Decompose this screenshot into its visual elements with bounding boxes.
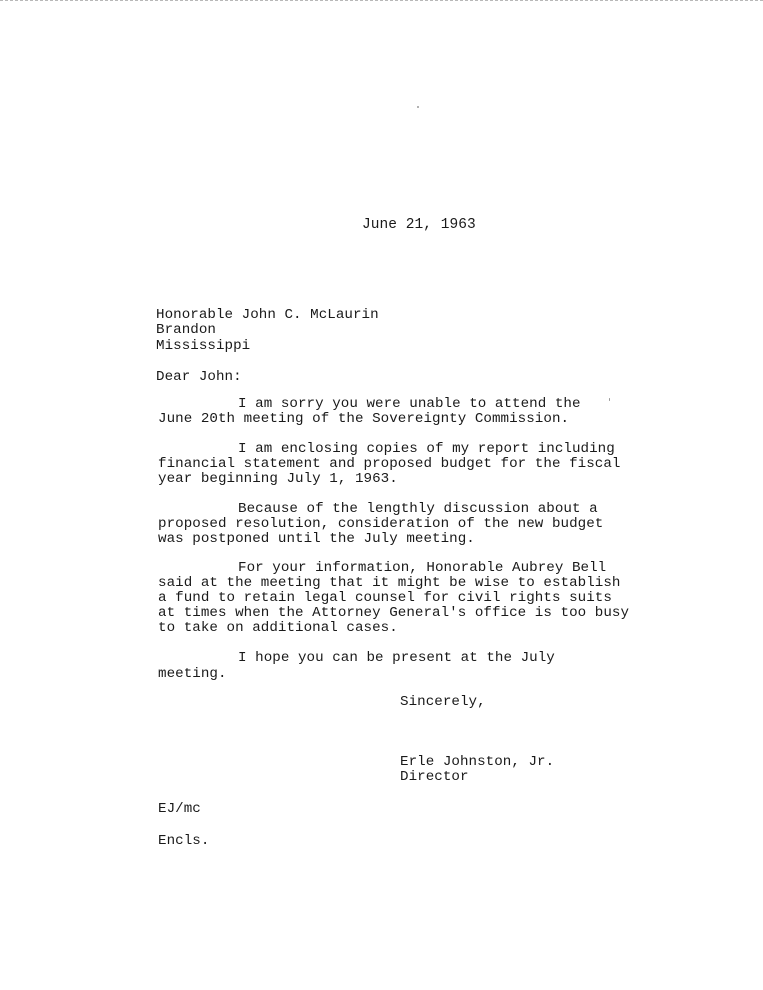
paragraph-5-line-2: meeting. — [158, 666, 227, 682]
recipient-state: Mississippi — [156, 338, 251, 354]
paragraph-3-line-1: Because of the lengthly discussion about a — [238, 501, 598, 517]
paragraph-3-line-3: was postponed until the July meeting. — [158, 531, 475, 547]
letter-date: June 21, 1963 — [362, 217, 476, 233]
signature-name: Erle Johnston, Jr. — [400, 754, 555, 770]
paragraph-2-line-1: I am enclosing copies of my report including — [238, 441, 615, 457]
paragraph-1-line-1: I am sorry you were unable to attend the — [238, 396, 581, 412]
closing: Sincerely, — [400, 694, 486, 710]
recipient-name: Honorable John C. McLaurin — [156, 307, 379, 323]
paragraph-3-line-2: proposed resolution, consideration of the new budget — [158, 516, 604, 532]
paragraph-4-line-5: to take on additional cases. — [158, 620, 398, 636]
paragraph-1-line-2: June 20th meeting of the Sovereignty Commission. — [158, 411, 570, 427]
paragraph-5-line-1: I hope you can be present at the July — [238, 650, 555, 666]
paragraph-2-line-2: financial statement and proposed budget for the fiscal — [158, 456, 621, 472]
page-top-edge — [0, 0, 763, 1]
reference-initials: EJ/mc — [158, 801, 201, 817]
recipient-city: Brandon — [156, 322, 216, 338]
paragraph-4-line-4: at times when the Attorney General's office is too busy — [158, 605, 630, 621]
paragraph-4-line-1: For your information, Honorable Aubrey Bell — [238, 560, 607, 576]
paper-speck — [609, 398, 610, 401]
signature-title: Director — [400, 769, 469, 785]
paper-speck — [417, 106, 419, 108]
paragraph-2-line-3: year beginning July 1, 1963. — [158, 471, 398, 487]
enclosure-note: Encls. — [158, 833, 210, 849]
paragraph-4-line-3: a fund to retain legal counsel for civil rights suits — [158, 590, 612, 606]
salutation: Dear John: — [156, 369, 242, 385]
paragraph-4-line-2: said at the meeting that it might be wise to establish — [158, 575, 621, 591]
